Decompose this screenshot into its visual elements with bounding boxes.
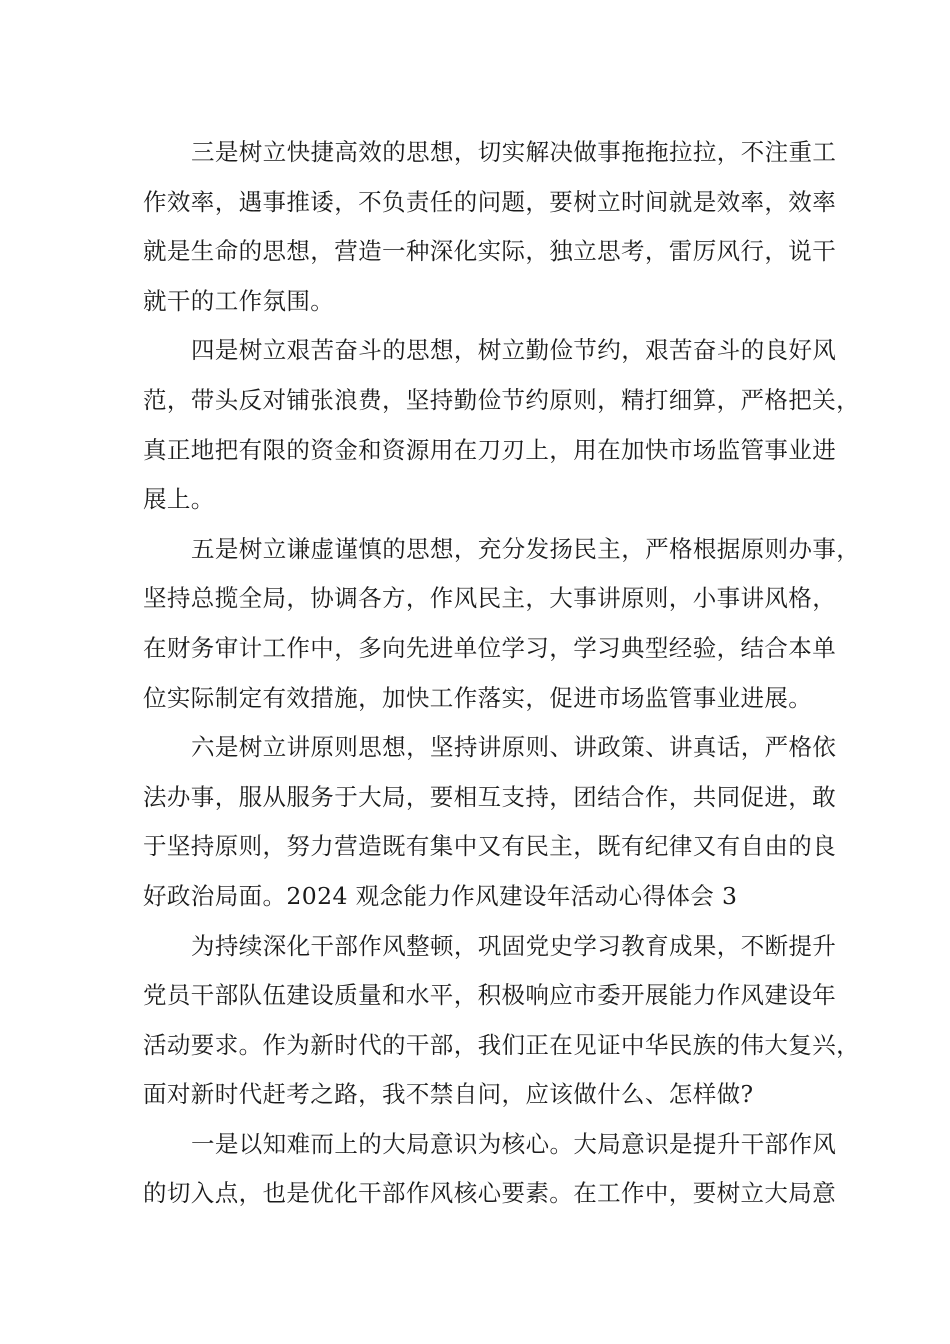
text-line: 位实际制定有效措施，加快工作落实，促进市场监管事业进展。 — [143, 683, 813, 712]
text-line: 法办事，服从服务于大局，要相互支持，团结合作，共同促进，敢 — [143, 782, 837, 811]
text-line: 的切入点，也是优化干部作风核心要素。在工作中，要树立大局意 — [143, 1179, 837, 1208]
text-line: 就是生命的思想，营造一种深化实际，独立思考，雷厉风行，说干 — [143, 237, 837, 266]
text-line: 于坚持原则，努力营造既有集中又有民主，既有纪律又有自由的良 — [143, 832, 837, 861]
text-line: 活动要求。作为新时代的干部，我们正在见证中华民族的伟大复兴， — [143, 1030, 860, 1059]
text-line: 四是树立艰苦奋斗的思想，树立勤俭节约，艰苦奋斗的良好风 — [191, 336, 837, 365]
text-line: 真正地把有限的资金和资源用在刀刃上，用在加快市场监管事业进 — [143, 435, 837, 464]
text-line: 五是树立谦虚谨慎的思想，充分发扬民主，严格根据原则办事， — [191, 534, 861, 563]
text-line: 三是树立快捷高效的思想，切实解决做事拖拖拉拉，不注重工 — [191, 138, 837, 166]
text-line: 面对新时代赶考之路，我不禁自问，应该做什么、怎样做? — [143, 1080, 754, 1109]
text-line: 范，带头反对铺张浪费，坚持勤俭节约原则，精打细算，严格把关， — [143, 385, 860, 414]
text-line: 就干的工作氛围。 — [143, 286, 335, 315]
text-line: 作效率，遇事推诿，不负责任的问题，要树立时间就是效率，效率 — [143, 187, 837, 216]
text-line: 在财务审计工作中，多向先进单位学习，学习典型经验，结合本单 — [143, 633, 837, 662]
text-line: 好政治局面。2024 观念能力作风建设年活动心得体会 3 — [143, 881, 738, 910]
document-body — [143, 128, 861, 1219]
text-line: 六是树立讲原则思想，坚持讲原则、讲政策、讲真话，严格依 — [191, 733, 837, 762]
text-line: 为持续深化干部作风整顿，巩固党史学习教育成果，不断提升 — [191, 931, 837, 960]
text-line: 党员干部队伍建设质量和水平，积极响应市委开展能力作风建设年 — [143, 981, 837, 1010]
text-line: 坚持总揽全局，协调各方，作风民主，大事讲原则，小事讲风格， — [143, 584, 837, 613]
text-line: 展上。 — [143, 485, 215, 514]
text-line: 一是以知难而上的大局意识为核心。大局意识是提升干部作风 — [191, 1129, 837, 1158]
